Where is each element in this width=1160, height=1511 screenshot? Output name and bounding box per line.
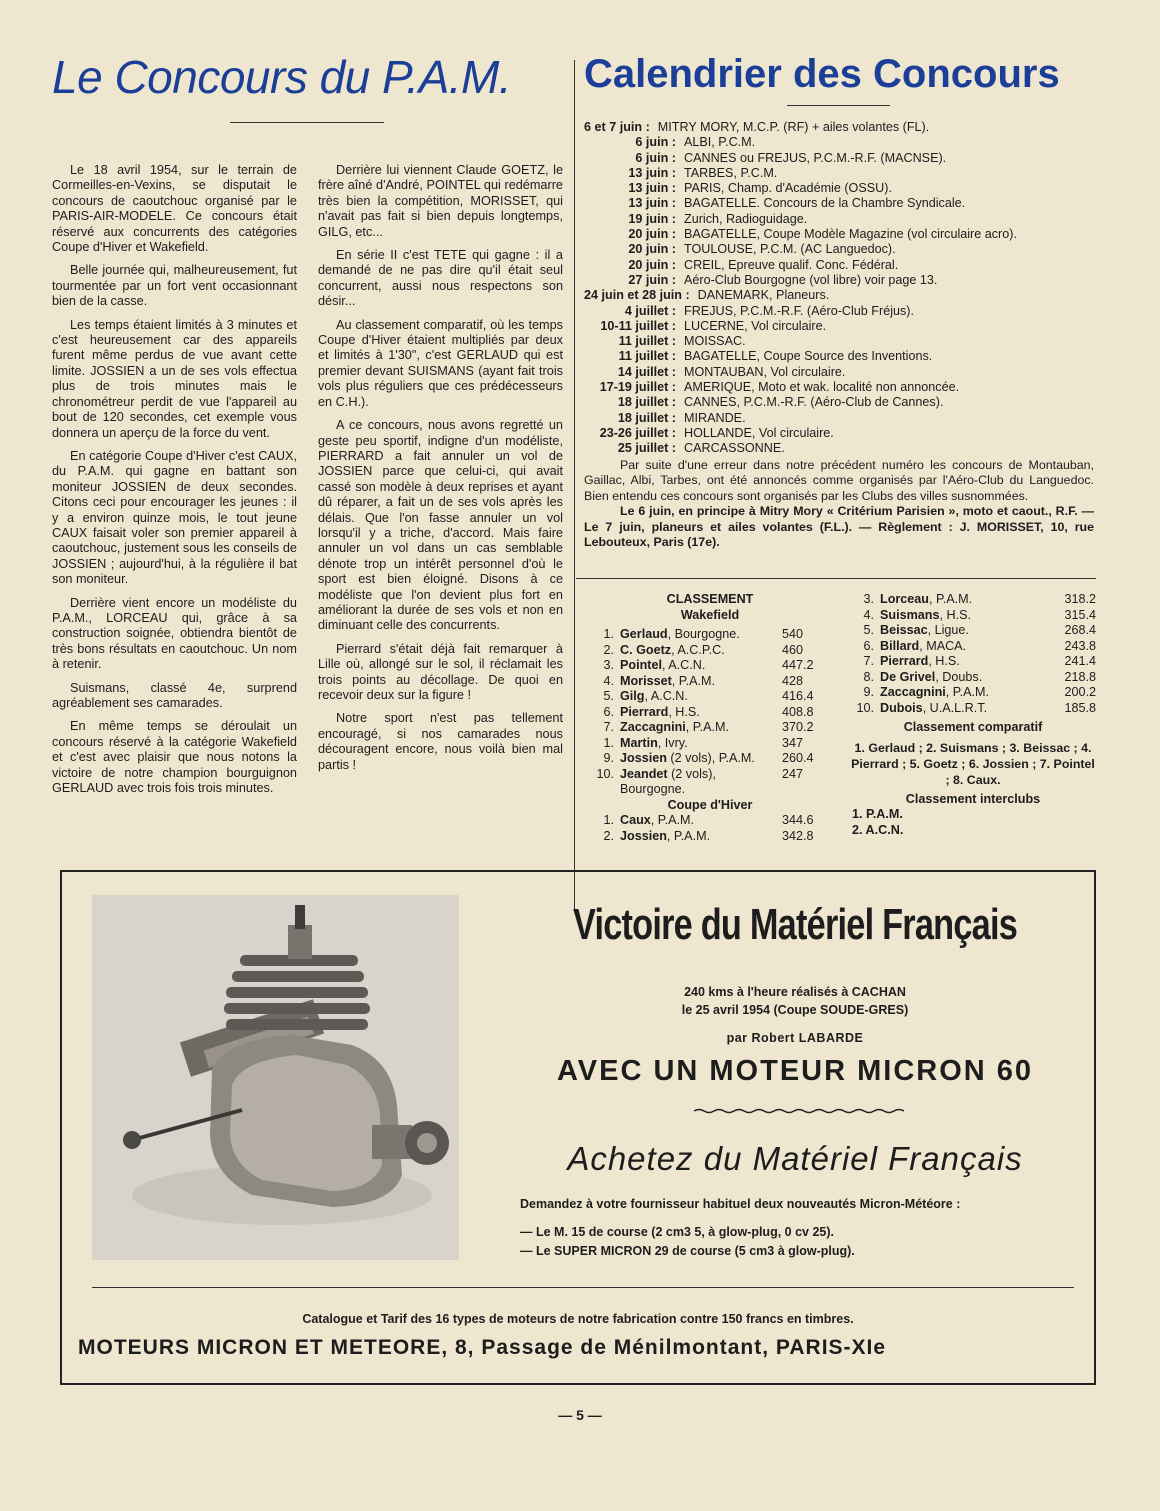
calendar-date: 14 juillet : (617, 364, 676, 379)
ranking-position: 7. (603, 720, 614, 734)
ranking-name (620, 689, 782, 705)
competitor-name: Jossien (620, 828, 667, 843)
ranking-name (620, 627, 782, 643)
classement-title: CLASSEMENT (666, 592, 754, 606)
paragraph: Les temps étaient limités à 3 minutes et c'est heureusement car des appareils furent même perdus de vue avant cette limite. JOSSIEN a un de ses vols effectua plus de trois minutes mais le chronométreur perdit de vue l'appareil au bout de 120 secondes, cet exemple vous donnera un aperçu de la force du vent. (52, 317, 297, 440)
competitor-club: , MACA. (919, 638, 967, 653)
ranking-name (620, 829, 782, 845)
coupe-hiver-title: Coupe d'Hiver (667, 797, 753, 812)
calendar-entry (584, 349, 1099, 364)
competitor-club: , Ligue. (927, 623, 969, 637)
ranking-name (620, 674, 782, 690)
interclubs-item: 2. A.C.N. (852, 822, 904, 837)
ranking-position: 10. (856, 700, 874, 715)
calendar-event: CANNES ou FREJUS, P.C.M.-R.F. (MACNSE). (684, 150, 947, 165)
calendar-note-text: Par suite d'une erreur dans notre précédent numéro les concours de Montauban, Gaillac, Albi, Tarbes, ont été annoncés comme organisés par l'Aéro-Club du Languedoc. Bien entendu ces concours sont organisés par les Clubs des villes susnommées. (584, 458, 1094, 503)
ranking-score: 540 (782, 627, 804, 641)
ranking-name (620, 705, 782, 721)
paragraph: Derrière vient encore un modéliste du P.A.M., LORCEAU qui, grâce à sa construction soignée, obtiendra bientôt de très bons résultats en caoutchouc. Un nom à retenir. (52, 595, 297, 672)
paragraph: Notre sport n'est pas tellement encouragé, si nos camarades nous découragent encore, nous voilà bien mal partis ! (318, 711, 563, 772)
calendar-title-underline (787, 105, 890, 106)
calendar-entry (584, 196, 1099, 211)
interclubs-title: Classement interclubs (905, 791, 1041, 806)
ranking-name (880, 670, 1046, 686)
ranking-name (880, 639, 1046, 655)
wakefield-list (590, 627, 830, 798)
ranking-position: 10. (596, 766, 614, 781)
title-underline (230, 122, 384, 123)
ranking-row (590, 689, 830, 705)
competitor-name: Martin (620, 735, 658, 750)
column-separator (574, 60, 575, 910)
ranking-row (850, 623, 1096, 639)
calendar-entry (584, 288, 1099, 303)
calendar-date: 18 juillet : (617, 395, 676, 410)
calendar-event: BAGATELLE. Concours de la Chambre Syndicale. (684, 196, 966, 211)
ranking-position: 7. (863, 654, 874, 668)
ranking-row (850, 592, 1096, 608)
ranking-row (850, 701, 1096, 717)
ranking-row (850, 639, 1096, 655)
ranking-score: 218.8 (1064, 669, 1096, 684)
competitor-name: Caux (620, 813, 651, 827)
calendar-date: 13 juin : (628, 196, 676, 211)
competitor-club: , A.C.N. (644, 689, 688, 703)
competitor-club: (2 vols), Bourgogne. (620, 766, 716, 796)
calendar-event: PARIS, Champ. d'Académie (OSSU). (684, 181, 892, 196)
competitor-name: Zaccagnini (880, 685, 946, 699)
ad-text: Demandez à votre fournisseur habituel deux nouveautés Micron-Météore : (520, 1197, 961, 1211)
ranking-name (620, 736, 782, 752)
ranking-position: 9. (863, 685, 874, 699)
competitor-name: Billard (880, 638, 920, 653)
competitor-club: , H.S. (928, 654, 960, 668)
calendar-date: 23-26 juillet : (599, 425, 676, 440)
calendar-entry (584, 120, 1099, 135)
competitor-club: , A.C.N. (661, 658, 706, 672)
ad-headline: Victoire du Matériel Français (572, 900, 1018, 949)
ranking-position: 4. (863, 607, 874, 622)
wakefield-title: Wakefield (680, 607, 740, 622)
calendar-entry (584, 304, 1099, 319)
ranking-row (850, 670, 1096, 686)
comparatif-title: Classement comparatif (903, 720, 1043, 734)
calendar-date: 17-19 juillet : (599, 380, 676, 395)
calendar-event: BAGATELLE, Coupe Source des Inventions. (684, 349, 933, 364)
calendar-entry (584, 319, 1099, 334)
calendar-entry (584, 258, 1099, 273)
classement-left (590, 592, 830, 844)
ad-catalogue-text: Catalogue et Tarif des 16 types de moteurs de notre fabrication contre 150 francs en timbres. (302, 1312, 854, 1326)
ranking-score: 428 (782, 673, 804, 688)
competitor-club: , P.A.M. (671, 673, 715, 688)
calendar-event: TARBES, P.C.M. (684, 165, 778, 180)
article-column-2 (318, 163, 563, 781)
competitor-name: Morisset (620, 673, 672, 688)
section-divider (576, 578, 1096, 579)
ranking-name (880, 592, 1046, 608)
competitor-club: , P.A.M. (650, 813, 694, 827)
ranking-score: 241.4 (1064, 654, 1096, 668)
competitor-club: , P.A.M. (929, 592, 973, 606)
ranking-score: 447.2 (782, 658, 814, 672)
calendar-entry (584, 395, 1099, 410)
calendar-event: MOISSAC. (684, 334, 746, 349)
competitor-name: Dubois (880, 700, 923, 715)
ranking-name (620, 767, 782, 798)
ranking-row (590, 674, 830, 690)
competitor-name: Jossien (620, 751, 667, 765)
ad-bullet: — Le SUPER MICRON 29 de course (5 cm3 à glow-plug). (520, 1244, 855, 1258)
ranking-position: 1. (603, 627, 614, 641)
competitor-club: , P.A.M. (666, 828, 711, 843)
ranking-score: 416.4 (782, 689, 814, 703)
competitor-name: C. Goetz (620, 642, 672, 657)
ad-divider (92, 1287, 1074, 1288)
ranking-position: 8. (863, 669, 874, 684)
paragraph: Le 18 avril 1954, sur le terrain de Cormeilles-en-Vexins, se disputait le concours de caoutchouc organisé par le PARIS-AIR-MODELE. Ce concours était réservé aux concurrents des catégories Coupe d'Hiver et Wakefield. (52, 163, 297, 255)
ranking-position: 2. (603, 828, 614, 843)
calendar-entry (584, 380, 1099, 395)
paragraph: Pierrard s'était déjà fait remarquer à Lille où, allongé sur le sol, il réclamait les trois points au décollage. De quoi en recevoir deux sur la figure ! (318, 641, 563, 702)
ad-bullet: — Le M. 15 de course (2 cm3 5, à glow-plug, 0 cv 25). (520, 1225, 834, 1239)
ranking-row (590, 720, 830, 736)
ranking-name (620, 720, 782, 736)
paragraph: En série II c'est TETE qui gagne : il a demandé de ne pas dire qu'il était seul concurrent, aussi nous respectons son désir... (318, 248, 563, 309)
competitor-name: Zaccagnini (620, 720, 686, 734)
paragraph: A ce concours, nous avons regretté un geste peu sportif, indigne d'un modéliste, PIERRARD a fait annuler un vol de JOSSIEN parce que celui-ci, qui avait cassé son modèle à deux reprises et ayant dû réparer, a fait un de ses vols après les délais. Que l'on fasse annuler un vol lorsqu'il y a triche, d'accord. Mais faire annuler un vol dans un cas semblable dénote trop un intérêt personnel d'où le sport est bien éloigné. Disons à ce modéliste que l'on devient plus fort en améliorant la durée de ses vols et non en diminuant celle des concurrents. (318, 418, 563, 633)
article-title: Le Concours du P.A.M. (52, 51, 512, 103)
ranking-name (620, 658, 782, 674)
calendar-event: Zurich, Radioguidage. (684, 211, 808, 226)
competitor-name: Pierrard (880, 654, 929, 668)
calendar-event: CREIL, Epreuve qualif. Conc. Fédéral. (684, 257, 899, 272)
calendar-entry (584, 181, 1099, 196)
calendar-entry (584, 166, 1099, 181)
ranking-row (590, 736, 830, 752)
calendar-date: 6 et 7 juin : (584, 120, 650, 134)
competitor-club: , H.S. (939, 607, 971, 622)
interclubs-item: 1. P.A.M. (852, 807, 903, 821)
ranking-row (850, 608, 1096, 624)
calendar-event: FREJUS, P.C.M.-R.F. (Aéro-Club Fréjus). (684, 303, 914, 318)
ranking-name (880, 623, 1046, 639)
ranking-position: 1. (603, 735, 614, 750)
ranking-name (880, 701, 1046, 717)
ranking-score: 243.8 (1064, 638, 1096, 653)
competitor-name: De Grivel (880, 669, 936, 684)
ranking-position: 6. (603, 704, 614, 719)
calendar-entry (584, 426, 1099, 441)
ranking-name (880, 608, 1046, 624)
competitor-name: Pointel (620, 658, 662, 672)
ranking-score: 247 (782, 766, 804, 781)
ranking-name (880, 685, 1046, 701)
competitor-club: , A.C.P.C. (671, 642, 725, 657)
ranking-position: 9. (603, 751, 614, 765)
ranking-row (590, 813, 830, 829)
decorative-wave (694, 1108, 904, 1114)
calendar-event: MONTAUBAN, Vol circulaire. (684, 364, 846, 379)
calendar-date: 6 juin : (635, 135, 676, 150)
ranking-score: 370.2 (782, 720, 814, 734)
ad-line: le 25 avril 1954 (Coupe SOUDE-GRES) (681, 1003, 909, 1017)
ranking-score: 315.4 (1064, 607, 1096, 622)
competitor-name: Jeandet (620, 766, 668, 781)
ad-line: 240 kms à l'heure réalisés à CACHAN (684, 985, 906, 999)
calendar-entry (584, 411, 1099, 426)
ranking-name (620, 813, 782, 829)
calendar-event: ALBI, P.C.M. (684, 135, 756, 150)
ranking-row (590, 658, 830, 674)
competitor-club: , P.A.M. (685, 720, 729, 734)
ad-subheadline: AVEC UN MOTEUR MICRON 60 (556, 1055, 1034, 1087)
article-column-1 (52, 163, 297, 804)
ranking-position: 2. (603, 642, 614, 657)
paragraph: Belle journée qui, malheureusement, fut tourmentée par un fort vent occasionnant bien de la casse. (52, 263, 297, 309)
calendar-event: BAGATELLE, Coupe Modèle Magazine (vol circulaire acro). (684, 227, 1017, 242)
paragraph: Au classement comparatif, où les temps Coupe d'Hiver étaient multipliés par deux et limités à 1'30", c'est GERLAUD qui est premier devant SUISMANS (ayant fait trois vols plus réguliers que ces prédécesseurs en C.H.). (318, 317, 563, 409)
ranking-row (590, 705, 830, 721)
calendar-event: CANNES, P.C.M.-R.F. (Aéro-Club de Cannes). (684, 395, 944, 410)
paragraph: En catégorie Coupe d'Hiver c'est CAUX, du P.A.M. qui gagne en battant son moniteur JOSSIEN de deux secondes. Citons ceci pour encourager les jeunes : il y a environ quinze mois, le tout jeune CAUX faisait voler son premier appareil à caoutchouc, justement sous les conseils de JOSSIEN ; aujourd'hui, à la régulière il bat son moniteur. (52, 448, 297, 587)
calendar-date: 19 juin : (628, 211, 676, 226)
paragraph: Derrière lui viennent Claude GOETZ, le frère aîné d'André, POINTEL qui redémarre très bien la compétition, MORISSET, qui n'avait pas fait si bien depuis longtemps, GILG, etc... (318, 163, 563, 239)
ranking-row (850, 685, 1096, 701)
ranking-row (590, 627, 830, 643)
competitor-club: , Doubs. (935, 669, 983, 684)
paragraph: Suismans, classé 4e, surprend agréablement ses camarades. (52, 680, 297, 710)
calendar-event: CARCASSONNE. (684, 441, 785, 456)
comparatif-text: 1. Gerlaud ; 2. Suismans ; 3. Beissac ; 4. Pierrard ; 5. Goetz ; 6. Jossien ; 7. Pointel ; 8. Caux. (851, 740, 1095, 787)
paragraph: En même temps se déroulait un concours réservé à la catégorie Wakefield et c'est avec plaisir que nous notons la victoire de notre champion bourguignon GERLAUD avec trois fois trois minutes. (52, 719, 297, 796)
competitor-name: Pierrard (620, 704, 669, 719)
competitor-name: Gilg (620, 689, 645, 703)
calendar-date: 20 juin : (628, 242, 676, 257)
ranking-name (880, 654, 1046, 670)
ranking-score: 318.2 (1064, 592, 1096, 606)
calendar-date: 4 juillet : (624, 303, 676, 318)
calendar-entry (584, 273, 1099, 288)
competitor-club: , Ivry. (657, 735, 688, 750)
calendar-date: 10-11 juillet : (600, 318, 676, 333)
calendar-date: 20 juin : (628, 227, 676, 242)
ranking-row (850, 654, 1096, 670)
ranking-row (590, 751, 830, 767)
ranking-row (590, 643, 830, 659)
calendar-note (584, 458, 1094, 550)
calendar-date: 11 juillet : (618, 334, 676, 349)
ad-line: par Robert LABARDE (726, 1031, 864, 1045)
ranking-position: 3. (863, 592, 874, 606)
competitor-club: , Bourgogne. (667, 627, 740, 641)
coupe-hiver-list-cont (850, 592, 1096, 716)
calendar-date: 25 juillet : (617, 441, 676, 456)
ranking-score: 342.8 (782, 828, 814, 843)
competitor-name: Beissac (880, 623, 928, 637)
calendar-date: 18 juillet : (617, 410, 676, 425)
competitor-club: , H.S. (668, 704, 700, 719)
competitor-name: Gerlaud (620, 627, 668, 641)
calendar-date: 20 juin : (628, 257, 676, 272)
calendar-event: TOULOUSE, P.C.M. (AC Languedoc). (684, 242, 896, 257)
calendar-event: Aéro-Club Bourgogne (vol libre) voir page 13. (684, 272, 938, 287)
ranking-position: 6. (863, 638, 874, 653)
calendar-date: 11 juillet : (618, 349, 676, 364)
ranking-score: 200.2 (1064, 685, 1096, 699)
calendar-entry (584, 365, 1099, 380)
calendar-event: AMERIQUE, Moto et wak. localité non annoncée. (684, 380, 960, 395)
calendar-date: 13 juin : (628, 181, 676, 196)
calendar-event: LUCERNE, Vol circulaire. (684, 318, 827, 333)
ranking-score: 260.4 (782, 751, 814, 765)
engine-photo (92, 895, 459, 1260)
ad-slogan: Achetez du Matériel Français (567, 1140, 1023, 1177)
ranking-position: 3. (603, 658, 614, 672)
calendar-date: 27 juin : (628, 272, 676, 287)
calendar-note-bold: Le 6 juin, en principe à Mitry Mory « Critérium Parisien », moto et caout., R.F. — Le 7 juin, planeurs et ailes volantes (F.L.). — Règlement : J. MORISSET, 10, rue Lebouteux, Paris (17e). (584, 504, 1094, 550)
classement-right (850, 592, 1096, 838)
competitor-club: , P.A.M. (945, 685, 989, 699)
calendar-date: 24 juin et 28 juin : (584, 288, 690, 303)
competitor-club: (2 vols), P.A.M. (666, 751, 755, 765)
ranking-score: 185.8 (1064, 700, 1096, 715)
ranking-position: 5. (603, 689, 614, 703)
ranking-name (620, 643, 782, 659)
calendar-event: MIRANDE. (684, 410, 746, 425)
page-number: — 5 — (558, 1407, 602, 1423)
competitor-name: Lorceau (880, 592, 929, 606)
ranking-position: 1. (603, 813, 614, 827)
ranking-position: 5. (863, 623, 874, 637)
calendar-event: DANEMARK, Planeurs. (697, 288, 830, 303)
ranking-score: 347 (782, 735, 804, 750)
calendar-title: Calendrier des Concours (584, 52, 1060, 96)
competitor-club: , U.A.L.R.T. (922, 700, 988, 715)
ranking-score: 268.4 (1064, 623, 1096, 637)
ranking-score: 408.8 (782, 704, 814, 719)
calendar-entry (584, 227, 1099, 242)
ranking-row (590, 767, 830, 798)
calendar-list (584, 120, 1099, 457)
ranking-position: 4. (603, 673, 614, 688)
ranking-score: 460 (782, 642, 804, 657)
calendar-event: MITRY MORY, M.C.P. (RF) + ailes volantes (FL). (657, 120, 930, 134)
calendar-entry (584, 242, 1099, 257)
ranking-score: 344.6 (782, 813, 814, 827)
calendar-entry (584, 334, 1099, 349)
calendar-entry (584, 212, 1099, 227)
calendar-date: 6 juin : (635, 150, 676, 165)
calendar-entry (584, 135, 1099, 150)
calendar-entry (584, 151, 1099, 166)
calendar-entry (584, 441, 1099, 456)
ad-address: MOTEURS MICRON ET METEORE, 8, Passage de Ménilmontant, PARIS-XIe (78, 1336, 887, 1359)
calendar-date: 13 juin : (628, 165, 676, 180)
competitor-name: Suismans (880, 607, 940, 622)
ranking-name (620, 751, 782, 767)
ranking-row (590, 829, 830, 845)
coupe-hiver-list (590, 813, 830, 844)
calendar-event: HOLLANDE, Vol circulaire. (684, 425, 834, 440)
